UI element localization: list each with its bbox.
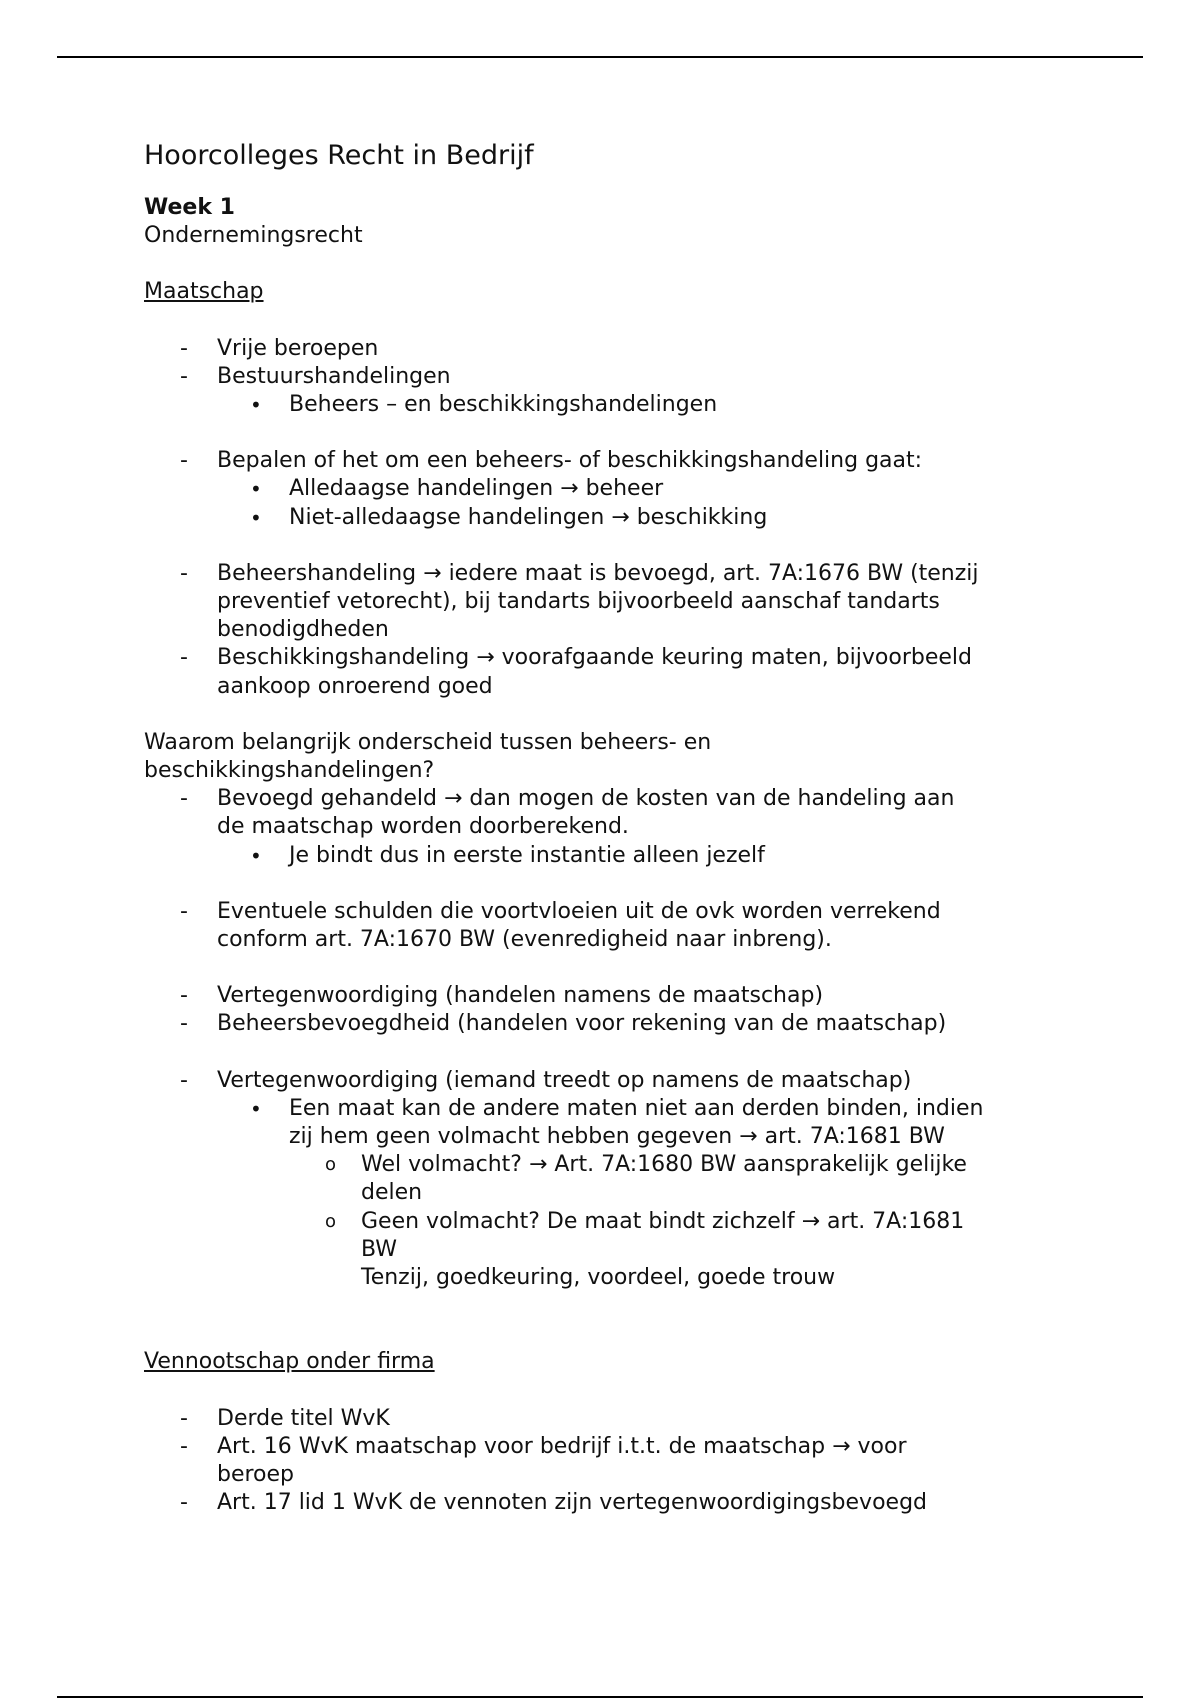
- list-item: - Vertegenwoordiging (handelen namens de maatschap): [144, 982, 1064, 1010]
- bullet-marker: •: [250, 505, 262, 530]
- dash-marker: -: [180, 363, 188, 389]
- list-item: • Alledaagse handelingen → beheer: [144, 475, 1064, 503]
- circle-marker: o: [325, 1210, 337, 1232]
- dash-marker: -: [180, 1490, 188, 1516]
- list-item-continuation: conform art. 7A:1670 BW (evenredigheid naar inbreng).: [217, 927, 832, 953]
- bullet-marker: •: [250, 843, 262, 868]
- list-item-continuation: aankoop onroerend goed: [217, 673, 493, 699]
- dash-marker: -: [180, 1011, 188, 1037]
- list-item-continuation: Tenzij, goedkeuring, voordeel, goede trouw: [361, 1265, 836, 1291]
- list-item: - Art. 16 WvK maatschap voor bedrijf i.t.t. de maatschap → voor: [144, 1433, 1064, 1461]
- list-item-continuation: zij hem geen volmacht hebben gegeven → art. 7A:1681 BW: [289, 1124, 945, 1150]
- list-item: - Beschikkingshandeling → voorafgaande keuring maten, bijvoorbeeld: [144, 644, 1064, 672]
- list-item: - Vertegenwoordiging (iemand treedt op namens de maatschap): [144, 1067, 1064, 1095]
- dash-marker: -: [180, 786, 188, 812]
- list-item: - Bevoegd gehandeld → dan mogen de kosten van de handeling aan: [144, 785, 1064, 813]
- dash-marker: -: [180, 1433, 188, 1459]
- list-item: • Je bindt dus in eerste instantie alleen jezelf: [144, 842, 1064, 870]
- list-item: - Art. 17 lid 1 WvK de vennoten zijn vertegenwoordigingsbevoegd: [144, 1489, 1064, 1517]
- list-item: • Een maat kan de andere maten niet aan derden binden, indien: [144, 1095, 1064, 1123]
- dash-marker: -: [180, 1067, 188, 1093]
- list-item-continuation: preventief vetorecht), bij tandarts bijvoorbeeld aanschaf tandarts: [217, 589, 940, 615]
- list-item: - Bestuurshandelingen: [144, 363, 1064, 391]
- document-title: Hoorcolleges Recht in Bedrijf: [144, 140, 534, 171]
- list-item: - Beheersbevoegdheid (handelen voor rekening van de maatschap): [144, 1010, 1064, 1038]
- dash-marker: -: [180, 335, 188, 361]
- list-item: o Wel volmacht? → Art. 7A:1680 BW aansprakelijk gelijke: [144, 1151, 1064, 1179]
- week-heading: Week 1: [144, 195, 235, 220]
- list-item-continuation: BW: [361, 1236, 398, 1262]
- section-heading-vof: Vennootschap onder firma: [144, 1349, 435, 1375]
- dash-marker: -: [180, 645, 188, 671]
- list-item-continuation: delen: [361, 1180, 423, 1206]
- list-item: - Eventuele schulden die voortvloeien uit de ovk worden verrekend: [144, 898, 1064, 926]
- list-item-continuation: beroep: [217, 1461, 295, 1487]
- document-body: [144, 138, 1064, 1517]
- list-item-continuation: benodigdheden: [217, 617, 389, 643]
- subject-line: Ondernemingsrecht: [144, 223, 363, 249]
- list-item: - Beheershandeling → iedere maat is bevoegd, art. 7A:1676 BW (tenzij: [144, 560, 1064, 588]
- question-line: beschikkingshandelingen?: [144, 758, 435, 784]
- section-heading-maatschap: Maatschap: [144, 279, 264, 305]
- list-item: - Derde titel WvK: [144, 1405, 1064, 1433]
- list-item: - Bepalen of het om een beheers- of beschikkingshandeling gaat:: [144, 447, 1064, 475]
- list-item: - Vrije beroepen: [144, 335, 1064, 363]
- question-line: Waarom belangrijk onderscheid tussen beheers- en: [144, 729, 712, 755]
- bottom-rule: [57, 1696, 1143, 1698]
- bullet-marker: •: [250, 477, 262, 502]
- bullet-marker: •: [250, 393, 262, 418]
- dash-marker: -: [180, 983, 188, 1009]
- circle-marker: o: [325, 1154, 337, 1176]
- dash-marker: -: [180, 448, 188, 474]
- dash-marker: -: [180, 898, 188, 924]
- list-item: o Geen volmacht? De maat bindt zichzelf → art. 7A:1681: [144, 1208, 1064, 1236]
- dash-marker: -: [180, 560, 188, 586]
- dash-marker: -: [180, 1405, 188, 1431]
- top-rule: [57, 56, 1143, 58]
- bullet-marker: •: [250, 1096, 262, 1121]
- list-item-continuation: de maatschap worden doorberekend.: [217, 814, 629, 840]
- list-item: • Niet-alledaagse handelingen → beschikking: [144, 504, 1064, 532]
- list-item: • Beheers – en beschikkingshandelingen: [144, 391, 1064, 419]
